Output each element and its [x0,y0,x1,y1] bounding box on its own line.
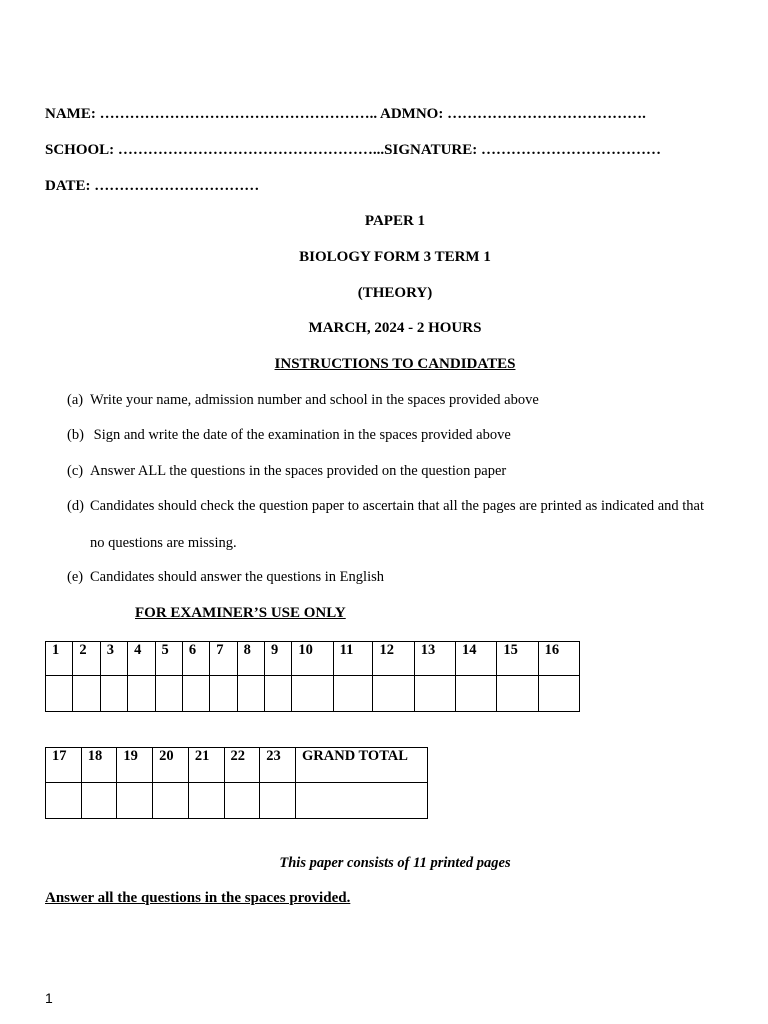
instruction-text: Candidates should answer the questions in English [90,569,384,585]
marks-table-2 [45,747,428,819]
score-cell[interactable] [456,676,497,712]
question-number-cell: 19 [117,748,153,783]
name-admno-field: NAME: ……………………………………………….. ADMNO: …………………………………. [45,106,646,122]
score-cell[interactable] [296,783,428,819]
date-field: DATE: …………………………… [45,178,260,194]
answer-note: Answer all the questions in the spaces provided. [45,890,351,906]
table-header-row [46,748,428,783]
score-cell[interactable] [128,676,155,712]
subject-title: BIOLOGY FORM 3 TERM 1 [299,249,491,265]
question-number-cell: 10 [292,642,333,676]
question-number-cell: 17 [46,748,82,783]
question-number-cell: 9 [265,642,292,676]
school-signature-field: SCHOOL: ……………………………………………...SIGNATURE: ……………………………… [45,142,661,158]
question-number-cell: 6 [182,642,209,676]
score-cell[interactable] [265,676,292,712]
score-cell[interactable] [46,783,82,819]
score-cell[interactable] [497,676,538,712]
table-score-row [46,676,580,712]
instruction-marker: (b) [67,427,84,443]
instruction-marker: (d) [67,498,84,514]
score-cell[interactable] [182,676,209,712]
question-number-cell: 13 [414,642,455,676]
instructions-heading: INSTRUCTIONS TO CANDIDATES [274,356,516,372]
instruction-item [67,463,506,480]
instruction-item [67,569,384,586]
score-cell[interactable] [333,676,373,712]
score-cell[interactable] [188,783,224,819]
question-number-cell: 8 [237,642,264,676]
table-score-row [46,783,428,819]
question-number-cell: 7 [210,642,237,676]
paper-type: (THEORY) [357,285,433,301]
score-cell[interactable] [292,676,333,712]
paper-number: PAPER 1 [364,213,426,229]
question-number-cell: 3 [100,642,127,676]
instruction-continuation: no questions are missing. [90,535,237,551]
examiner-heading: FOR EXAMINER’S USE ONLY [135,605,346,621]
instruction-item [67,498,704,515]
question-number-cell: 16 [538,642,579,676]
score-cell[interactable] [46,676,73,712]
question-number-cell: 18 [81,748,117,783]
page-number: 1 [45,990,53,1006]
instruction-text: Write your name, admission number and school in the spaces provided above [90,392,539,408]
score-cell[interactable] [81,783,117,819]
score-cell[interactable] [155,676,182,712]
score-cell[interactable] [414,676,455,712]
instruction-item [67,427,511,444]
question-number-cell: GRAND TOTAL [296,748,428,783]
instruction-marker: (c) [67,463,84,479]
table-header-row [46,642,580,676]
question-number-cell: 2 [73,642,100,676]
pages-note: This paper consists of 11 printed pages [279,855,511,871]
instruction-text: Candidates should check the question paper to ascertain that all the pages are printed as indicated and that [90,498,705,514]
score-cell[interactable] [237,676,264,712]
question-number-cell: 12 [373,642,414,676]
question-number-cell: 15 [497,642,538,676]
question-number-cell: 21 [188,748,224,783]
instruction-marker: (e) [67,569,84,585]
score-cell[interactable] [260,783,296,819]
score-cell[interactable] [117,783,153,819]
exam-date-duration: MARCH, 2024 - 2 HOURS [308,320,482,336]
question-number-cell: 5 [155,642,182,676]
score-cell[interactable] [153,783,189,819]
instruction-text: Sign and write the date of the examination in the spaces provided above [90,427,511,443]
instruction-text: Answer ALL the questions in the spaces provided on the question paper [90,463,507,479]
question-number-cell: 20 [153,748,189,783]
instruction-marker: (a) [67,392,84,408]
question-number-cell: 4 [128,642,155,676]
score-cell[interactable] [373,676,414,712]
question-number-cell: 11 [333,642,373,676]
question-number-cell: 1 [46,642,73,676]
instruction-item [67,392,539,409]
question-number-cell: 14 [456,642,497,676]
score-cell[interactable] [73,676,100,712]
score-cell[interactable] [210,676,237,712]
score-cell[interactable] [100,676,127,712]
score-cell[interactable] [538,676,579,712]
question-number-cell: 22 [224,748,260,783]
question-number-cell: 23 [260,748,296,783]
marks-table-1 [45,641,580,712]
score-cell[interactable] [224,783,260,819]
